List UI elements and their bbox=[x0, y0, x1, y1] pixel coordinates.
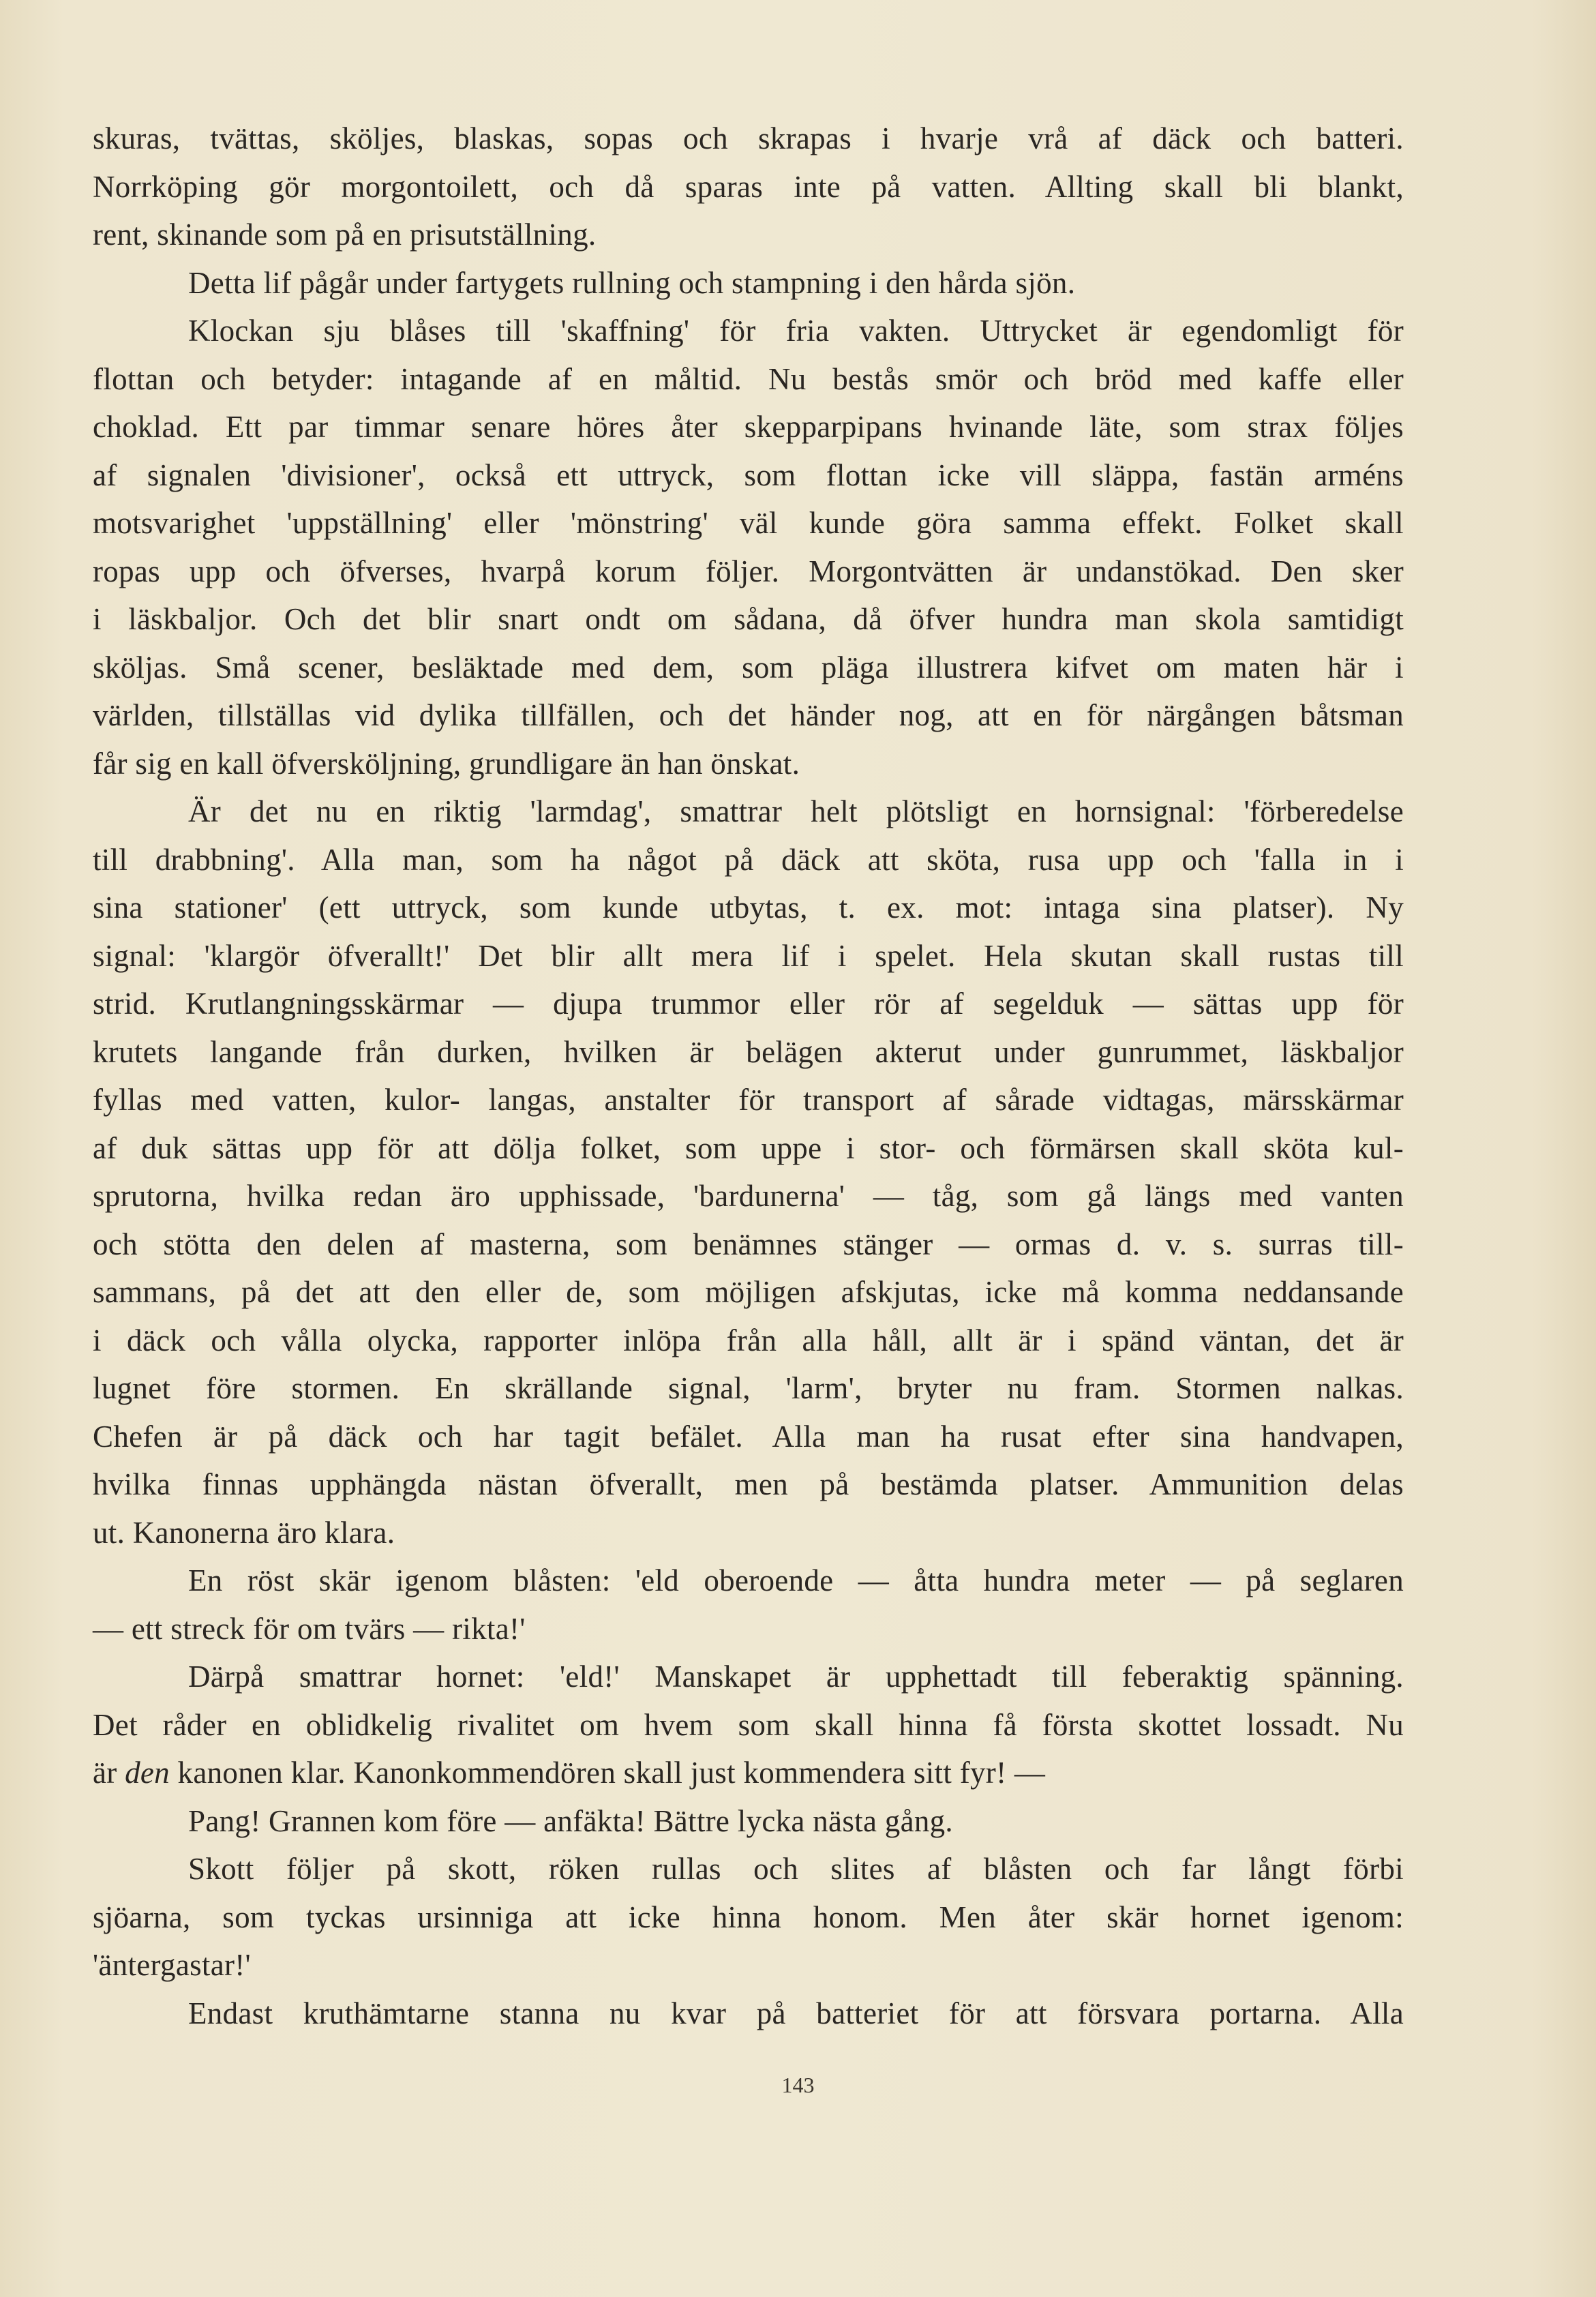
text-line: rent, skinande som på en prisutställning. bbox=[93, 217, 597, 252]
text-line: lugnet före stormen. En skrällande signal, 'larm', bryter nu fram. Stormen nalkas. bbox=[93, 1371, 1404, 1405]
text-line: till drabbning'. Alla man, som ha något på däck att sköta, rusa upp och 'falla in i bbox=[93, 842, 1404, 877]
text-line: får sig en kall öfversköljning, grundligare än han önskat. bbox=[93, 746, 800, 781]
text-line: Skott följer på skott, röken rullas och slites af blåsten och far långt förbi bbox=[188, 1852, 1404, 1886]
text-line: af signalen 'divisioner', också ett uttryck, som flottan icke vill släppa, fastän arméns bbox=[93, 457, 1404, 492]
text-line: och stötta den delen af masterna, som benämnes stänger — ormas d. v. s. surras till- bbox=[93, 1227, 1404, 1261]
text-line: sjöarna, som tyckas ursinniga att icke hinna honom. Men åter skär hornet igenom: bbox=[93, 1900, 1404, 1934]
text-line: Är det nu en riktig 'larmdag', smattrar helt plötsligt en hornsignal: 'förberedelse bbox=[188, 794, 1404, 828]
text-line: Endast kruthämtarne stanna nu kvar på batteriet för att försvara portarna. Alla bbox=[188, 1996, 1404, 2030]
text-line: Klockan sju blåses till 'skaffning' för fria vakten. Uttrycket är egendomligt för bbox=[188, 314, 1404, 348]
body-text bbox=[93, 115, 1404, 2037]
text-line: Pang! Grannen kom före — anfäkta! Bättre lycka nästa gång. bbox=[188, 1803, 953, 1838]
text-line: — ett streck för om tvärs — rikta!' bbox=[93, 1611, 526, 1646]
text-line: ut. Kanonerna äro klara. bbox=[93, 1515, 395, 1550]
text-line: flottan och betyder: intagande af en måltid. Nu bestås smör och bröd med kaffe eller bbox=[93, 361, 1404, 396]
text-segment: kanonen klar. Kanonkommendören skall just kommendera sitt fyr! — bbox=[169, 1756, 1046, 1790]
text-line: choklad. Ett par timmar senare höres åter skepparpipans hvinande läte, som strax följes bbox=[93, 410, 1404, 444]
text-line: världen, tillställas vid dylika tillfällen, och det händer nog, att en för närgången båtsman bbox=[93, 698, 1404, 732]
text-line: motsvarighet 'uppställning' eller 'mönstring' väl kunde göra samma effekt. Folket skall bbox=[93, 506, 1404, 540]
text-line: af duk sättas upp för att dölja folket, som uppe i stor- och förmärsen skall sköta kul- bbox=[93, 1130, 1404, 1165]
text-line: krutets langande från durken, hvilken är belägen akterut under gunrummet, läskbaljor bbox=[93, 1034, 1404, 1069]
text-line: En röst skär igenom blåsten: 'eld oberoende — åtta hundra meter — på seglaren bbox=[188, 1563, 1404, 1597]
text-line: sammans, på det att den eller de, som möjligen afskjutas, icke må komma neddansande bbox=[93, 1275, 1404, 1309]
text-line bbox=[93, 1749, 1404, 1797]
text-line: Chefen är på däck och har tagit befälet. Alla man ha rusat efter sina handvapen, bbox=[93, 1419, 1404, 1454]
text-line: Det råder en oblidkelig rivalitet om hvem som skall hinna få första skottet lossadt. Nu bbox=[93, 1707, 1404, 1742]
text-line: 'äntergastar!' bbox=[93, 1948, 251, 1982]
text-line: Därpå smattrar hornet: 'eld!' Manskapet är upphettadt till feberaktig spänning. bbox=[188, 1660, 1404, 1694]
text-line: sina stationer' (ett uttryck, som kunde utbytas, t. ex. mot: intaga sina platser). Ny bbox=[93, 890, 1404, 925]
text-line: Detta lif pågår under fartygets rullning och stampning i den hårda sjön. bbox=[188, 265, 1076, 300]
text-line: i däck och vålla olycka, rapporter inlöpa från alla håll, allt är i spänd väntan, det är bbox=[93, 1323, 1404, 1357]
text-line: hvilka finnas upphängda nästan öfverallt, men på bestämda platser. Ammunition delas bbox=[93, 1467, 1404, 1501]
text-line: signal: 'klargör öfverallt!' Det blir allt mera lif i spelet. Hela skutan skall rustas till bbox=[93, 938, 1404, 973]
italic-word: den bbox=[125, 1756, 170, 1790]
page-number: 143 bbox=[781, 2073, 815, 2097]
text-line: sprutorna, hvilka redan äro upphissade, 'bardunerna' — tåg, som gå längs med vanten bbox=[93, 1179, 1404, 1213]
text-line: Norrköping gör morgontoilett, och då sparas inte på vatten. Allting skall bli blankt, bbox=[93, 169, 1404, 204]
text-line: fyllas med vatten, kulor- langas, anstalter för transport af sårade vidtagas, märsskärmar bbox=[93, 1083, 1404, 1117]
text-line: strid. Krutlangningsskärmar — djupa trummor eller rör af segelduk — sättas upp för bbox=[93, 987, 1404, 1021]
text-line: skuras, tvättas, sköljes, blaskas, sopas och skrapas i hvarje vrå af däck och batteri. bbox=[93, 121, 1404, 155]
text-line: sköljas. Små scener, besläktade med dem, som pläga illustrera kifvet om maten här i bbox=[93, 650, 1404, 685]
text-line: i läskbaljor. Och det blir snart ondt om sådana, då öfver hundra man skola samtidigt bbox=[93, 602, 1404, 636]
text-line: ropas upp och öfverses, hvarpå korum följer. Morgontvätten är undanstökad. Den sker bbox=[93, 554, 1404, 588]
text-segment: är bbox=[93, 1756, 125, 1790]
